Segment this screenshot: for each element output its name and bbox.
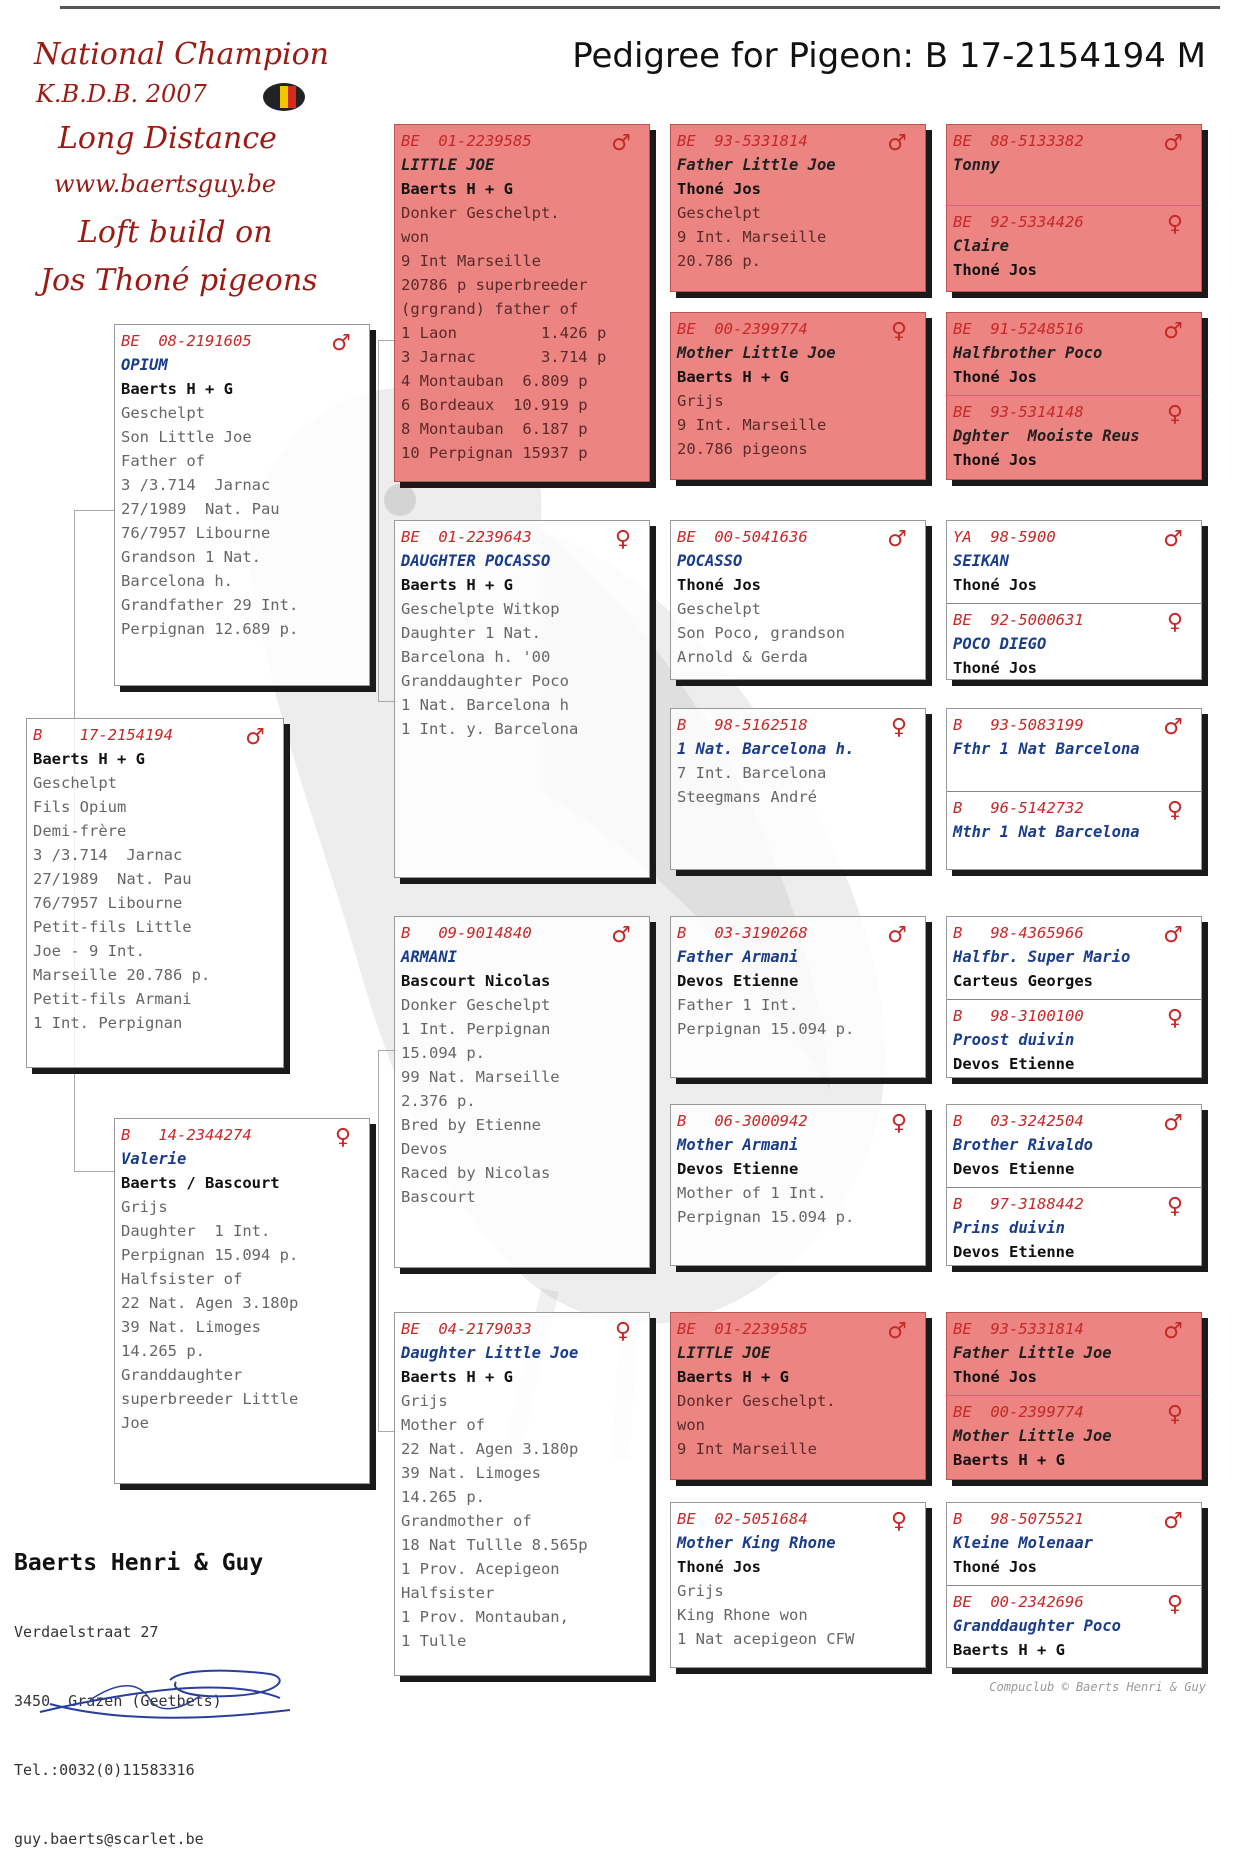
- detail-line: Grijs: [121, 1198, 168, 1216]
- detail-line: Grijs: [677, 392, 724, 410]
- male-icon: ♂: [1163, 1319, 1183, 1344]
- footer-copyright: Compuclub © Baerts Henri & Guy: [989, 1680, 1206, 1694]
- pigeon-card-ffm[interactable]: [670, 312, 926, 480]
- pair-top[interactable]: [947, 521, 1201, 603]
- pigeon-name: Mother King Rhone: [677, 1534, 836, 1552]
- detail-line: 20.786 p.: [677, 252, 761, 270]
- detail-line: Granddaughter Poco: [401, 672, 569, 690]
- detail-line: Perpignan 12.689 p.: [121, 620, 299, 638]
- detail-line: 20786 p superbreeder: [401, 276, 588, 294]
- pigeon-owner: Carteus Georges: [953, 972, 1093, 990]
- female-icon: ♀: [1166, 212, 1183, 237]
- pair-top[interactable]: [947, 917, 1201, 999]
- ring-number: B 98-4365966: [953, 924, 1084, 942]
- ring-number: B 06-3000942: [677, 1112, 808, 1130]
- pigeon-card-mfm[interactable]: [670, 1104, 926, 1266]
- detail-line: 14.265 p.: [121, 1342, 205, 1360]
- pigeon-name: POCASSO: [677, 552, 743, 570]
- detail-line: 3 Jarnac 3.714 p: [401, 348, 607, 366]
- detail-line: 8 Montauban 6.187 p: [401, 420, 588, 438]
- detail-line: Geschelpt: [33, 774, 117, 792]
- pigeon-owner: Thoné Jos: [953, 368, 1037, 386]
- pigeon-card-ff[interactable]: [394, 124, 650, 482]
- male-icon: ♂: [1163, 319, 1183, 344]
- detail-line: Donker Geschelpt.: [677, 1392, 836, 1410]
- detail-line: Raced by Nicolas: [401, 1164, 551, 1182]
- pigeon-pair-mmf[interactable]: [946, 1312, 1202, 1480]
- pigeon-name: SEIKAN: [953, 552, 1009, 570]
- detail-line: Grijs: [677, 1582, 724, 1600]
- pigeon-name: POCO DIEGO: [953, 635, 1047, 653]
- detail-line: Father 1 Int.: [677, 996, 799, 1014]
- signature-icon: [30, 1660, 310, 1730]
- female-icon: ♀: [1166, 402, 1183, 427]
- ring-number: B 97-3188442: [953, 1195, 1084, 1213]
- female-icon: ♀: [1166, 798, 1183, 823]
- ring-number: BE 00-5041636: [677, 528, 808, 546]
- detail-line: Perpignan 15.094 p.: [677, 1208, 855, 1226]
- detail-line: Grijs: [401, 1392, 448, 1410]
- male-icon: ♂: [887, 527, 907, 552]
- pigeon-owner: Baerts H + G: [401, 1368, 513, 1386]
- pigeon-card-mff[interactable]: [670, 916, 926, 1078]
- ring-number: BE 88-5133382: [953, 132, 1084, 150]
- male-icon: ♂: [611, 131, 631, 156]
- detail-line: 76/7957 Libourne: [121, 524, 271, 542]
- pigeon-owner: Thoné Jos: [677, 1558, 761, 1576]
- detail-line: Petit-fils Armani: [33, 990, 192, 1008]
- female-icon: ♀: [614, 527, 631, 552]
- pigeon-name: Father Little Joe: [953, 1344, 1112, 1362]
- ring-number: B 93-5083199: [953, 716, 1084, 734]
- pigeon-card-fmf[interactable]: [670, 520, 926, 680]
- pigeon-owner: Baerts H + G: [677, 368, 789, 386]
- detail-line: Donker Geschelpt: [401, 996, 551, 1014]
- pigeon-pair-mmm[interactable]: [946, 1502, 1202, 1668]
- pigeon-name: Mother Little Joe: [953, 1427, 1112, 1445]
- ring-number: BE 00-2342696: [953, 1593, 1084, 1611]
- pair-top[interactable]: [947, 709, 1201, 791]
- detail-line: 39 Nat. Limoges: [401, 1464, 541, 1482]
- detail-line: 76/7957 Libourne: [33, 894, 183, 912]
- detail-line: 4 Montauban 6.809 p: [401, 372, 588, 390]
- pair-bottom[interactable]: [947, 205, 1201, 292]
- pigeon-owner: Baerts H + G: [953, 1641, 1065, 1659]
- pigeon-card-fff[interactable]: [670, 124, 926, 292]
- pigeon-name: Dghter Mooiste Reus: [953, 427, 1140, 445]
- detail-line: Fils Opium: [33, 798, 127, 816]
- detail-line: Halfsister of: [121, 1270, 243, 1288]
- pigeon-pair-fmm[interactable]: [946, 708, 1202, 870]
- ring-number: B 09-9014840: [401, 924, 532, 942]
- promo-long-distance: Long Distance: [58, 121, 277, 156]
- pair-bottom[interactable]: [947, 395, 1201, 480]
- pigeon-card-fm[interactable]: [394, 520, 650, 878]
- detail-line: Perpignan 15.094 p.: [121, 1246, 299, 1264]
- ring-number: B 98-3100100: [953, 1007, 1084, 1025]
- pair-bottom[interactable]: [947, 791, 1201, 870]
- pigeon-name: Father Armani: [677, 948, 799, 966]
- ring-number: BE 04-2179033: [401, 1320, 532, 1338]
- pigeon-owner: Thoné Jos: [677, 576, 761, 594]
- pigeon-owner: Thoné Jos: [953, 659, 1037, 677]
- ring-number: BE 93-5331814: [953, 1320, 1084, 1338]
- detail-line: Devos: [401, 1140, 448, 1158]
- promo-website[interactable]: www.baertsguy.be: [54, 170, 277, 198]
- detail-line: Marseille 20.786 p.: [33, 966, 211, 984]
- detail-line: Daughter 1 Nat.: [401, 624, 541, 642]
- female-icon: ♀: [1166, 1006, 1183, 1031]
- pair-bottom[interactable]: [947, 999, 1201, 1078]
- pigeon-card-mmm[interactable]: [670, 1502, 926, 1668]
- female-icon: ♀: [1166, 1194, 1183, 1219]
- detail-line: Geschelpt: [677, 204, 761, 222]
- detail-line: 1 Prov. Montauban,: [401, 1608, 569, 1626]
- detail-line: Joe - 9 Int.: [33, 942, 145, 960]
- ring-number: BE 01-2239643: [401, 528, 532, 546]
- pigeon-pair-ffm[interactable]: [946, 312, 1202, 480]
- detail-line: Geschelpt: [677, 600, 761, 618]
- detail-line: King Rhone won: [677, 1606, 808, 1624]
- detail-line: Geschelpte Witkop: [401, 600, 560, 618]
- pigeon-name: ARMANI: [401, 948, 457, 966]
- ring-number: BE 91-5248516: [953, 320, 1084, 338]
- pigeon-pair-mfm[interactable]: [946, 1104, 1202, 1266]
- address-street: Verdaelstraat 27: [14, 1623, 159, 1641]
- detail-line: 9 Int. Marseille: [677, 416, 827, 434]
- detail-line: 27/1989 Nat. Pau: [121, 500, 280, 518]
- female-icon: ♀: [334, 1125, 351, 1150]
- pigeon-name: Father Little Joe: [677, 156, 836, 174]
- pair-top[interactable]: [947, 1503, 1201, 1585]
- ring-number: B 98-5162518: [677, 716, 808, 734]
- detail-line: 15.094 p.: [401, 1044, 485, 1062]
- detail-line: 1 Tulle: [401, 1632, 467, 1650]
- pigeon-owner: Baerts / Bascourt: [121, 1174, 280, 1192]
- pigeon-owner: Devos Etienne: [677, 972, 799, 990]
- male-icon: ♂: [245, 725, 265, 750]
- female-icon: ♀: [890, 319, 907, 344]
- pigeon-owner: Devos Etienne: [953, 1055, 1075, 1073]
- detail-line: 1 Laon 1.426 p: [401, 324, 607, 342]
- female-icon: ♀: [890, 1111, 907, 1136]
- top-rule: [60, 6, 1220, 9]
- ring-number: B 98-5075521: [953, 1510, 1084, 1528]
- detail-line: 6 Bordeaux 10.919 p: [401, 396, 588, 414]
- detail-line: 3 /3.714 Jarnac: [121, 476, 271, 494]
- detail-line: 18 Nat Tullle 8.565p: [401, 1536, 588, 1554]
- detail-line: 14.265 p.: [401, 1488, 485, 1506]
- detail-line: 20.786 pigeons: [677, 440, 808, 458]
- ring-number: BE 92-5000631: [953, 611, 1084, 629]
- pigeon-pair-fff[interactable]: [946, 124, 1202, 292]
- pigeon-owner: Bascourt Nicolas: [401, 972, 551, 990]
- pigeon-name: Mother Armani: [677, 1136, 799, 1154]
- detail-line: Steegmans André: [677, 788, 817, 806]
- detail-line: 9 Int. Marseille: [677, 228, 827, 246]
- ring-number: BE 02-5051684: [677, 1510, 808, 1528]
- ring-number: BE 00-2399774: [677, 320, 808, 338]
- pair-bottom[interactable]: [947, 603, 1201, 680]
- ring-number: BE 92-5334426: [953, 213, 1084, 231]
- pigeon-card-mmf[interactable]: [670, 1312, 926, 1480]
- detail-line: 1 Nat. Barcelona h: [401, 696, 569, 714]
- pigeon-name: Mother Little Joe: [677, 344, 836, 362]
- pair-top[interactable]: [947, 1313, 1201, 1395]
- male-icon: ♂: [1163, 131, 1183, 156]
- pigeon-name: Brother Rivaldo: [953, 1136, 1093, 1154]
- pigeon-pair-mff[interactable]: [946, 916, 1202, 1078]
- detail-line: 1 Int. Perpignan: [33, 1014, 183, 1032]
- breeder-name: Baerts Henri & Guy: [14, 1550, 264, 1576]
- detail-line: 3 /3.714 Jarnac: [33, 846, 183, 864]
- detail-line: Grandmother of: [401, 1512, 532, 1530]
- detail-line: 1 Int. Perpignan: [401, 1020, 551, 1038]
- pigeon-card-father[interactable]: [114, 324, 370, 686]
- detail-line: Mother of 1 Int.: [677, 1184, 827, 1202]
- detail-line: Joe: [121, 1414, 149, 1432]
- pigeon-owner: Baerts H + G: [401, 576, 513, 594]
- pigeon-owner: Devos Etienne: [953, 1243, 1075, 1261]
- promo-jos-thone: Jos Thoné pigeons: [40, 263, 318, 298]
- pigeon-owner: Baerts H + G: [953, 1451, 1065, 1469]
- male-icon: ♂: [1163, 1111, 1183, 1136]
- pigeon-name: Claire: [953, 237, 1009, 255]
- promo-national-champion: National Champion: [34, 37, 329, 72]
- male-icon: ♂: [887, 1319, 907, 1344]
- detail-line: Donker Geschelpt.: [401, 204, 560, 222]
- detail-line: won: [677, 1416, 705, 1434]
- female-icon: ♀: [1166, 1402, 1183, 1427]
- detail-line: 22 Nat. Agen 3.180p: [401, 1440, 579, 1458]
- pigeon-owner: Baerts H + G: [121, 380, 233, 398]
- pigeon-name: OPIUM: [121, 356, 168, 374]
- pigeon-name: Kleine Molenaar: [953, 1534, 1093, 1552]
- ring-number: B 14-2344274: [121, 1126, 252, 1144]
- ring-number: YA 98-5900: [953, 528, 1056, 546]
- pair-top[interactable]: [947, 1105, 1201, 1187]
- detail-line: 9 Int Marseille: [677, 1440, 817, 1458]
- male-icon: ♂: [611, 923, 631, 948]
- detail-line: Arnold & Gerda: [677, 648, 808, 666]
- pair-top[interactable]: [947, 313, 1201, 395]
- pair-bottom[interactable]: [947, 1585, 1201, 1668]
- male-icon: ♂: [887, 923, 907, 948]
- detail-line: Halfsister: [401, 1584, 495, 1602]
- female-icon: ♀: [890, 1509, 907, 1534]
- detail-line: Mother of: [401, 1416, 485, 1434]
- ring-number: B 03-3242504: [953, 1112, 1084, 1130]
- pair-bottom[interactable]: [947, 1395, 1201, 1480]
- pigeon-owner: Baerts H + G: [401, 180, 513, 198]
- male-icon: ♂: [331, 331, 351, 356]
- ring-number: B 17-2154194: [33, 726, 173, 744]
- detail-line: 99 Nat. Marseille: [401, 1068, 560, 1086]
- ring-number: B 03-3190268: [677, 924, 808, 942]
- female-icon: ♀: [890, 715, 907, 740]
- detail-line: 2.376 p.: [401, 1092, 476, 1110]
- detail-line: Grandfather 29 Int.: [121, 596, 299, 614]
- pigeon-name: Tonny: [953, 156, 1000, 174]
- pigeon-name: Granddaughter Poco: [953, 1617, 1121, 1635]
- pigeon-owner: Thoné Jos: [953, 451, 1037, 469]
- ring-number: BE 00-2399774: [953, 1403, 1084, 1421]
- promo-loft-build-on: Loft build on: [78, 215, 273, 250]
- pigeon-name: Prins duivin: [953, 1219, 1065, 1237]
- detail-line: Petit-fils Little: [33, 918, 192, 936]
- detail-line: (grgrand) father of: [401, 300, 579, 318]
- pigeon-card-mm[interactable]: [394, 1312, 650, 1676]
- detail-line: Son Little Joe: [121, 428, 252, 446]
- pigeon-name: LITTLE JOE: [677, 1344, 771, 1362]
- detail-line: 10 Perpignan 15937 p: [401, 444, 588, 462]
- pigeon-name: Fthr 1 Nat Barcelona: [953, 740, 1140, 758]
- ring-number: BE 93-5314148: [953, 403, 1084, 421]
- detail-line: 27/1989 Nat. Pau: [33, 870, 192, 888]
- ring-number: B 96-5142732: [953, 799, 1084, 817]
- pigeon-card-fmm[interactable]: [670, 708, 926, 870]
- detail-line: 1 Int. y. Barcelona: [401, 720, 579, 738]
- pigeon-owner: Thoné Jos: [953, 1368, 1037, 1386]
- pigeon-card-mf[interactable]: [394, 916, 650, 1268]
- male-icon: ♂: [1163, 923, 1183, 948]
- male-icon: ♂: [1163, 715, 1183, 740]
- detail-line: Perpignan 15.094 p.: [677, 1020, 855, 1038]
- pigeon-owner: Devos Etienne: [953, 1160, 1075, 1178]
- detail-line: Grandson 1 Nat.: [121, 548, 261, 566]
- pigeon-name: LITTLE JOE: [401, 156, 495, 174]
- pigeon-name: Daughter Little Joe: [401, 1344, 579, 1362]
- detail-line: Granddaughter: [121, 1366, 243, 1384]
- male-icon: ♂: [1163, 1509, 1183, 1534]
- detail-line: Barcelona h. '00: [401, 648, 551, 666]
- detail-line: Geschelpt: [121, 404, 205, 422]
- belgian-flag-icon: [262, 82, 306, 112]
- pigeon-pair-fmf[interactable]: [946, 520, 1202, 680]
- ring-number: BE 08-2191605: [121, 332, 252, 350]
- pigeon-name: DAUGHTER POCASSO: [401, 552, 551, 570]
- detail-line: 22 Nat. Agen 3.180p: [121, 1294, 299, 1312]
- promo-kbdb-2007: K.B.D.B. 2007: [36, 80, 207, 108]
- ring-number: BE 93-5331814: [677, 132, 808, 150]
- female-icon: ♀: [1166, 610, 1183, 635]
- detail-line: 9 Int Marseille: [401, 252, 541, 270]
- pigeon-card-mother[interactable]: [114, 1118, 370, 1484]
- pigeon-card-subject[interactable]: [26, 718, 284, 1068]
- detail-line: Father of: [121, 452, 205, 470]
- pair-top[interactable]: [947, 125, 1201, 205]
- detail-line: 1 Prov. Acepigeon: [401, 1560, 560, 1578]
- pigeon-name: Valerie: [121, 1150, 187, 1168]
- email-address[interactable]: guy.baerts@scarlet.be: [14, 1830, 204, 1848]
- male-icon: ♂: [887, 131, 907, 156]
- detail-line: 39 Nat. Limoges: [121, 1318, 261, 1336]
- pigeon-owner: Thoné Jos: [677, 180, 761, 198]
- address-city: 3450 Grazen (Geetbets): [14, 1692, 222, 1710]
- ring-number: BE 01-2239585: [401, 132, 532, 150]
- pigeon-owner: Baerts H + G: [677, 1368, 789, 1386]
- detail-line: Demi-frère: [33, 822, 127, 840]
- detail-line: 1 Nat acepigeon CFW: [677, 1630, 855, 1648]
- pigeon-owner: Thoné Jos: [953, 576, 1037, 594]
- detail-line: won: [401, 228, 429, 246]
- pigeon-owner: Thoné Jos: [953, 1558, 1037, 1576]
- page-title: Pedigree for Pigeon: B 17-2154194 M: [572, 36, 1206, 76]
- female-icon: ♀: [1166, 1592, 1183, 1617]
- detail-line: Daughter 1 Int.: [121, 1222, 271, 1240]
- pigeon-owner: Thoné Jos: [953, 261, 1037, 279]
- pigeon-name: Halfbrother Poco: [953, 344, 1103, 362]
- ring-number: BE 01-2239585: [677, 1320, 808, 1338]
- female-icon: ♀: [614, 1319, 631, 1344]
- phone-number: Tel.:0032(0)11583316: [14, 1761, 195, 1779]
- pigeon-name: Mthr 1 Nat Barcelona: [953, 823, 1140, 841]
- pigeon-name: Halfbr. Super Mario: [953, 948, 1131, 966]
- detail-line: Bred by Etienne: [401, 1116, 541, 1134]
- detail-line: superbreeder Little: [121, 1390, 299, 1408]
- pigeon-name: 1 Nat. Barcelona h.: [677, 740, 855, 758]
- detail-line: Barcelona h.: [121, 572, 233, 590]
- pair-bottom[interactable]: [947, 1187, 1201, 1266]
- detail-line: Son Poco, grandson: [677, 624, 845, 642]
- detail-line: Bascourt: [401, 1188, 476, 1206]
- male-icon: ♂: [1163, 527, 1183, 552]
- pigeon-name: Proost duivin: [953, 1031, 1075, 1049]
- pigeon-owner: Devos Etienne: [677, 1160, 799, 1178]
- detail-line: 7 Int. Barcelona: [677, 764, 827, 782]
- pigeon-owner: Baerts H + G: [33, 750, 145, 768]
